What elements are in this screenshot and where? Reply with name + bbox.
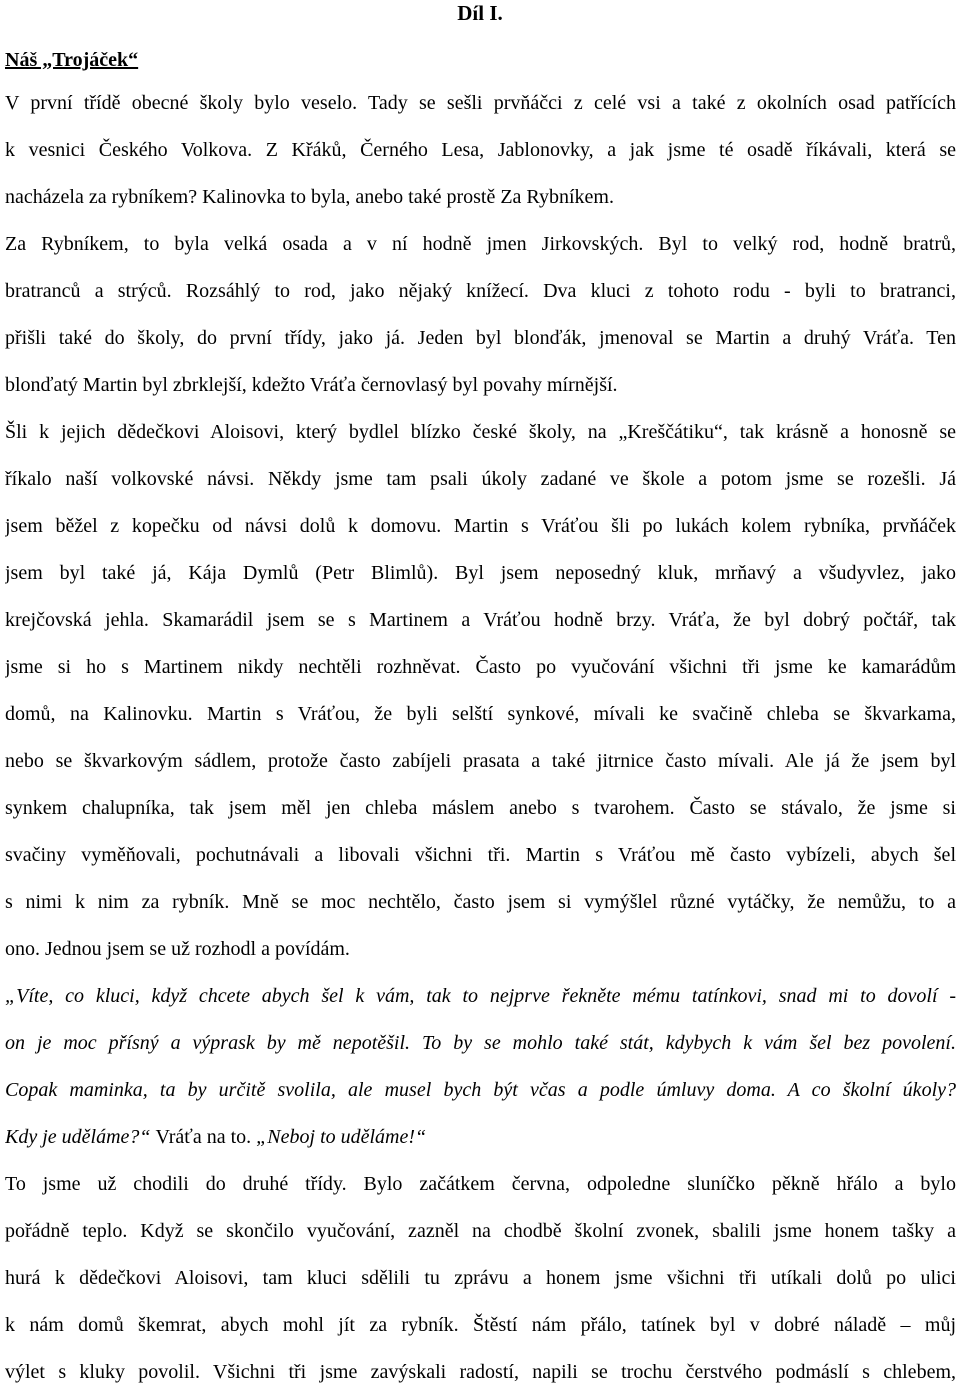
text-line: jsme si ho s Martinem nikdy nechtěli rozhněvat. Často po vyučování všichni tři jsme ke kamarádům xyxy=(5,656,956,678)
dialogue-line: Copak maminka, ta by určitě svolila, ale musel bych být včas a podle úmluvy doma. A co školní úkoly? xyxy=(5,1079,956,1101)
text-line: s nimi k nim za rybník. Mně se moc nechtělo, často jsem si vymýšlel různé vytáčky, že nemůžu, to a xyxy=(5,891,956,913)
text-line: domů, na Kalinovku. Martin s Vráťou, že byli selští synkové, mívali ke svačině chleba se škvarkama, xyxy=(5,703,956,725)
text-line: V první třídě obecné školy bylo veselo. Tady se sešli prvňáčci z celé vsi a také z okolních osad patřících xyxy=(5,92,956,114)
text-line: nacházela za rybníkem? Kalinovka to byla, anebo také prostě Za Rybníkem. xyxy=(5,186,614,208)
text-line: jsem běžel z kopečku od návsi dolů k domovu. Martin s Vráťou šli po lukách kolem rybníka, prvňáček xyxy=(5,515,956,537)
text-line: k vesnici Českého Volkova. Z Křáků, Černého Lesa, Jablonovky, a jak jsme té osadě říkávali, která se xyxy=(5,139,956,161)
part-title: Díl I. xyxy=(457,1,503,25)
text-line: To jsme už chodili do druhé třídy. Bylo začátkem června, odpoledne sluníčko pěkně hřálo a bylo xyxy=(5,1173,956,1195)
text-line: k nám domů škemrat, abych mohl jít za rybník. Štěstí nám přálo, tatínek byl v dobré náladě – můj xyxy=(5,1314,956,1336)
text-line: Za Rybníkem, to byla velká osada a v ní hodně jmen Jirkovských. Byl to velký rod, hodně bratrů, xyxy=(5,233,956,255)
text-line: bratranců a strýců. Rozsáhlý to rod, jako nějaký knížecí. Dva kluci z tohoto rodu - byli to bratranci, xyxy=(5,280,956,302)
text-line: ono. Jednou jsem se už rozhodl a povídám. xyxy=(5,938,350,960)
text-line: přišli také do školy, do první třídy, jako já. Jeden byl blonďák, jmenoval se Martin a druhý Vráťa. Ten xyxy=(5,327,956,349)
dialogue-line: on je moc přísný a výprask by mě nepotěšil. To by se mohlo také stát, kdybych k vám šel bez povolení. xyxy=(5,1032,956,1054)
dialogue-fragment: „Neboj to uděláme!“ xyxy=(256,1126,427,1148)
text-line: jsem byl také já, Kája Dymlů (Petr Blimlů). Byl jsem neposedný kluk, mrňavý a všudyvlez, jako xyxy=(5,562,956,584)
text-line: synkem chalupníka, tak jsem měl jen chleba máslem anebo s tvarohem. Často se stávalo, že jsme si xyxy=(5,797,956,819)
text-line: Šli k jejich dědečkovi Aloisovi, který bydlel blízko české školy, na „Kreščátiku“, tak krásně a honosně se xyxy=(5,421,956,443)
text-line: pořádně teplo. Když se skončilo vyučování, zazněl na chodbě školní zvonek, sbalili jsme honem tašky a xyxy=(5,1220,956,1242)
text-line: blonďatý Martin byl zbrklejší, kdežto Vráťa černovlasý byl povahy mírnější. xyxy=(5,374,618,396)
narration-fragment: Vráťa na to. xyxy=(155,1126,257,1148)
text-line: výlet s kluky povolil. Všichni tři jsme zavýskali radostí, napili se trochu čerstvého podmáslí s chlebem, xyxy=(5,1361,956,1383)
dialogue-line: „Víte, co kluci, když chcete abych šel k vám, tak to nejprve řekněte mému tatínkovi, snad mi to dovolí - xyxy=(5,985,956,1007)
dialogue-fragment: Kdy je uděláme?“ xyxy=(5,1126,156,1148)
dialogue-line xyxy=(5,1124,956,1150)
text-line: krejčovská jehla. Skamarádil jsem se s Martinem a Vráťou hodně brzy. Vráťa, že byl dobrý počtář, tak xyxy=(5,609,956,631)
text-line: nebo se škvarkovým sádlem, protože často zabíjeli prasata a také jitrnice často mívali. Ale já že jsem byl xyxy=(5,750,956,772)
text-line: svačiny vyměňovali, pochutnávali a libovali všichni tři. Martin s Vráťou mě často vybízeli, abych šel xyxy=(5,844,956,866)
chapter-title: Náš „Trojáček“ xyxy=(5,49,139,71)
text-line: říkalo naší volkovské návsi. Někdy jsme tam psali úkoly zadané ve škole a potom jsme se rozešli. Já xyxy=(5,468,956,490)
text-line: hurá k dědečkovi Aloisovi, tam kluci sdělili tu zprávu a honem jsme všichni tři utíkali dolů po ulici xyxy=(5,1267,956,1289)
